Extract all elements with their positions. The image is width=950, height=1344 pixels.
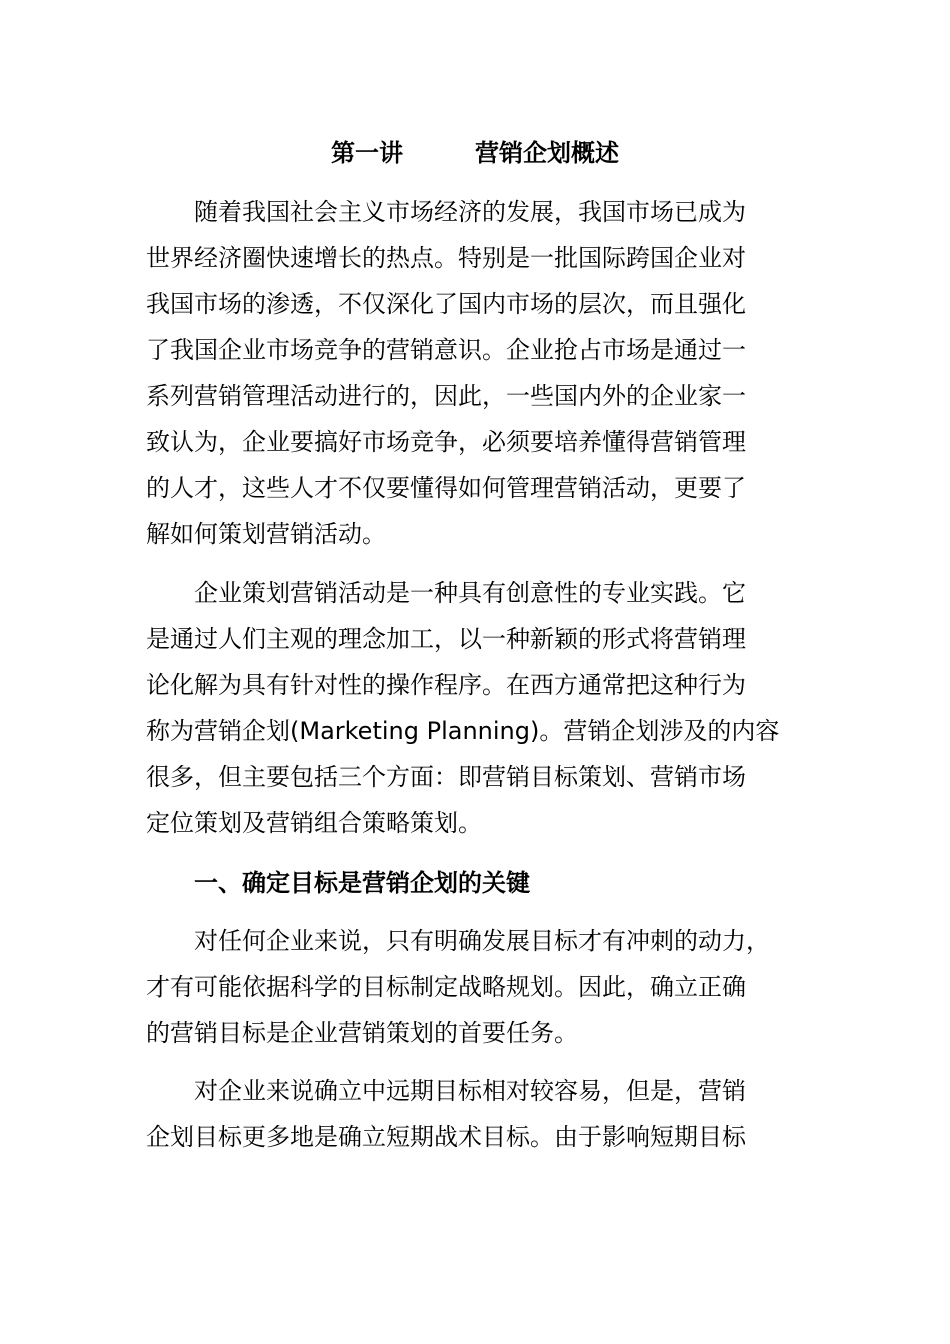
body-line: 解如何策划营销活动。 <box>146 520 386 548</box>
body-line: 才有可能依据科学的目标制定战略规划。因此，确立正确 <box>146 973 746 1001</box>
body-line: 定位策划及营销组合策略策划。 <box>146 809 482 837</box>
body-line: 论化解为具有针对性的操作程序。在西方通常把这种行为 <box>146 671 746 699</box>
title-lecture-number: 第一讲 <box>331 139 403 167</box>
body-line: 企业策划营销活动是一种具有创意性的专业实践。它 <box>146 579 746 607</box>
body-line: 世界经济圈快速增长的热点。特别是一批国际跨国企业对 <box>146 244 746 272</box>
body-line: 系列营销管理活动进行的，因此，一些国内外的企业家一 <box>146 382 746 410</box>
body-line: 企划目标更多地是确立短期战术目标。由于影响短期目标 <box>146 1123 746 1151</box>
body-line: 了我国企业市场竞争的营销意识。企业抢占市场是通过一 <box>146 336 746 364</box>
body-line: 我国市场的渗透，不仅深化了国内市场的层次，而且强化 <box>146 290 746 318</box>
section-heading: 一、确定目标是营销企划的关键 <box>146 869 530 897</box>
body-line: 对企业来说确立中远期目标相对较容易，但是，营销 <box>146 1077 746 1105</box>
body-line: 的营销目标是企业营销策划的首要任务。 <box>146 1019 578 1047</box>
body-line: 对任何企业来说，只有明确发展目标才有冲刺的动力， <box>146 927 770 955</box>
body-line: 称为营销企划(Marketing Planning)。营销企划涉及的内容 <box>146 717 780 745</box>
body-line: 致认为，企业要搞好市场竞争，必须要培养懂得营销管理 <box>146 428 746 456</box>
body-line: 随着我国社会主义市场经济的发展，我国市场已成为 <box>146 198 746 226</box>
title-topic: 营销企划概述 <box>475 139 619 167</box>
body-line: 很多，但主要包括三个方面：即营销目标策划、营销市场 <box>146 763 746 791</box>
document-title <box>0 136 950 170</box>
body-line: 是通过人们主观的理念加工，以一种新颖的形式将营销理 <box>146 625 746 653</box>
body-line: 的人才，这些人才不仅要懂得如何管理营销活动，更要了 <box>146 474 746 502</box>
